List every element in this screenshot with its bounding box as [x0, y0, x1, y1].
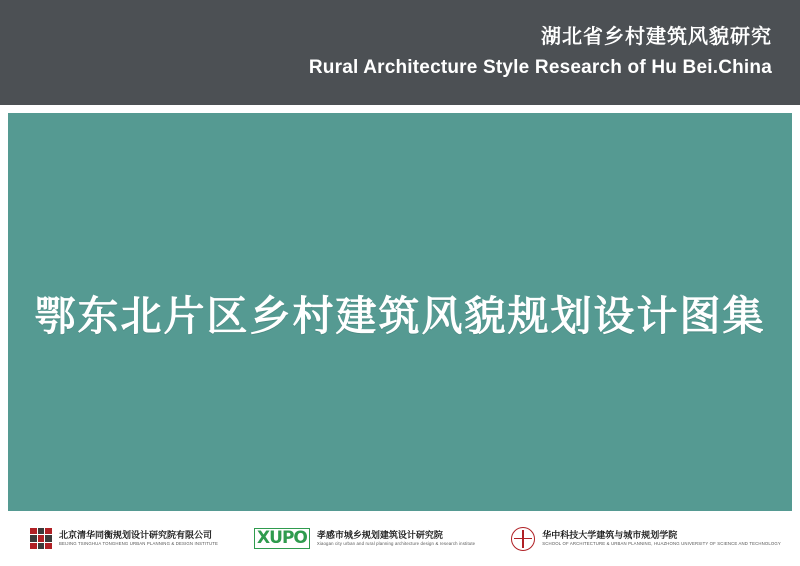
- logo-name-chinese: 孝感市城乡规划建筑设计研究院: [316, 530, 443, 541]
- grid-logo-icon: [30, 528, 52, 550]
- logo-hust-school: [511, 527, 781, 551]
- logo-name-english: BEIJING TSINGHUA TONGHENG URBAN PLANNING & DESIGN INSTITUTE: [59, 541, 219, 547]
- xupo-wordmark-icon: [254, 528, 310, 549]
- header-title-english: Rural Architecture Style Research of Hu Bei.China: [308, 57, 772, 79]
- slide-footer-logos: [0, 511, 800, 566]
- logo-text-block: [542, 530, 781, 547]
- page-title: 鄂东北片区乡村建筑风貌规划设计图集: [34, 292, 766, 339]
- logo-text-block: [59, 530, 218, 547]
- xupo-wordmark-text: XUPO: [254, 528, 310, 549]
- slide-body-band: [8, 113, 792, 511]
- header-title-chinese: 湖北省乡村建筑风貌研究: [541, 26, 772, 49]
- logo-xupo-institute: [254, 528, 475, 549]
- logo-name-chinese: 北京清华同衡规划设计研究院有限公司: [59, 530, 213, 541]
- logo-name-english: SCHOOL OF ARCHITECTURE & URBAN PLANNING, HUAZHONG UNIVERSITY OF SCIENCE AND TECHNOLOGY: [542, 541, 781, 547]
- logo-text-block: [317, 530, 475, 547]
- slide-header-band: [0, 0, 800, 105]
- logo-name-english: Xiaogan city urban and rural planning architecture design & research institute: [316, 541, 476, 547]
- logo-tsinghua-tongheng: [30, 528, 218, 550]
- logo-name-chinese: 华中科技大学建筑与城市规划学院: [542, 530, 678, 541]
- circle-cross-logo-icon: [511, 527, 535, 551]
